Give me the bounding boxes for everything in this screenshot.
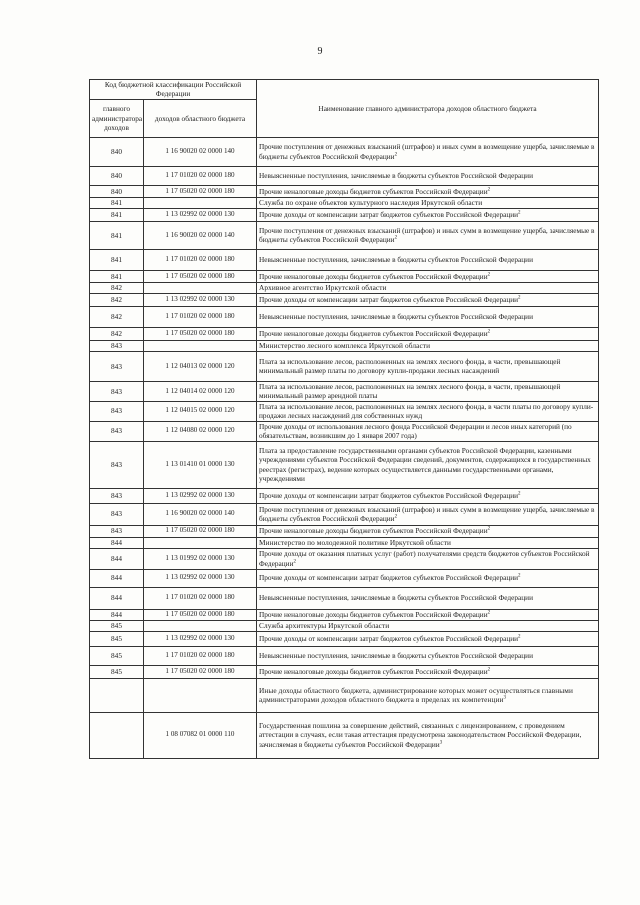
table-row	[90, 488, 599, 503]
revenue-code-cell	[144, 282, 257, 293]
table-row	[90, 327, 599, 340]
footnote-mark: 2	[518, 295, 521, 301]
table-row	[90, 306, 599, 327]
footnote-mark: 3	[503, 695, 507, 701]
revenue-name-text: Невыясненные поступления, зачисляемые в бюджеты субъектов Российской Федерации	[259, 593, 533, 603]
table-row	[90, 293, 599, 306]
table-row	[90, 587, 599, 609]
revenue-name-cell	[257, 282, 599, 293]
revenue-name-cell	[257, 306, 599, 327]
revenue-code-cell: 1 16 90020 02 0000 140	[144, 503, 257, 525]
table-row	[90, 208, 599, 221]
revenue-code-cell: 1 13 02992 02 0000 130	[144, 293, 257, 306]
table-row	[90, 185, 599, 197]
footnote-mark: 3	[439, 740, 443, 746]
section-row	[90, 678, 599, 712]
footnote-mark: 2	[487, 272, 491, 278]
revenue-name-text: Невыясненные поступления, зачисляемые в бюджеты субъектов Российской Федерации	[259, 171, 533, 181]
admin-code-cell: 845	[90, 620, 144, 631]
revenue-name-cell	[257, 488, 599, 503]
revenue-name-cell	[257, 646, 599, 665]
section-row	[90, 537, 599, 548]
table-row	[90, 421, 599, 441]
admin-code-cell: 844	[90, 569, 144, 587]
table-row	[90, 381, 599, 401]
revenue-code-cell: 1 12 04013 02 0000 120	[144, 351, 257, 381]
table-header	[90, 80, 599, 138]
admin-code-cell: 844	[90, 537, 144, 548]
admin-code-cell: 845	[90, 646, 144, 665]
footnote-mark: 2	[293, 559, 296, 565]
table-row	[90, 166, 599, 185]
footnote-mark: 2	[394, 514, 398, 520]
footnote-mark: 2	[518, 574, 521, 579]
revenue-code-cell: 1 13 01992 02 0000 130	[144, 548, 257, 569]
revenue-name-text: Прочие доходы от компенсации затрат бюджетов субъектов Российской Федерации	[259, 490, 519, 500]
revenue-name-cell	[257, 208, 599, 221]
budget-classification-table	[89, 79, 599, 759]
table-row	[90, 401, 599, 421]
section-row	[90, 620, 599, 631]
table-row	[90, 712, 599, 758]
revenue-name-text: Министерство лесного комплекса Иркутской области	[259, 341, 431, 351]
revenue-name-cell	[257, 327, 599, 340]
revenue-code-cell: 1 13 02992 02 0000 130	[144, 631, 257, 646]
admin-code-cell: 843	[90, 441, 144, 488]
revenue-code-cell: 1 12 04015 02 0000 120	[144, 401, 257, 421]
admin-code-cell: 845	[90, 665, 144, 678]
revenue-code-cell: 1 13 02992 02 0000 130	[144, 488, 257, 503]
admin-code-cell: 841	[90, 221, 144, 249]
admin-code-cell: 842	[90, 327, 144, 340]
revenue-name-text: Плата за использование лесов, расположенных на землях лесного фонда, в части платы по договору купли-продажи лесных насаждений для собственных нужд	[259, 401, 594, 421]
revenue-name-text: Прочие неналоговые доходы бюджетов субъектов Российской Федерации	[259, 329, 488, 339]
footnote-mark: 2	[394, 235, 398, 241]
admin-code-cell: 843	[90, 401, 144, 421]
revenue-name-cell	[257, 351, 599, 381]
admin-code-cell: 843	[90, 421, 144, 441]
admin-code-cell: 843	[90, 525, 144, 537]
revenue-name-text: Прочие доходы от компенсации затрат бюджетов субъектов Российской Федерации	[259, 573, 519, 583]
revenue-name-cell	[257, 631, 599, 646]
admin-code-cell: 844	[90, 548, 144, 569]
revenue-name-cell	[257, 197, 599, 208]
admin-code-cell: 842	[90, 306, 144, 327]
header-admin: главного администратора доходов	[90, 99, 144, 137]
admin-code-cell: 841	[90, 208, 144, 221]
admin-code-cell: 844	[90, 609, 144, 620]
revenue-name-text: Прочие неналоговые доходы бюджетов субъектов Российской Федерации	[259, 271, 488, 281]
revenue-name-text: Плата за предоставление государственными органами субъектов Российской Федерации, казенными учреждениями субъектов Российской Федерации сведений, документов, содержащихся в государственных реестрах (регистрах), ведение которых осуществляется данными государственными органами, учреждениями	[259, 445, 591, 484]
revenue-name-text: Невыясненные поступления, зачисляемые в бюджеты субъектов Российской Федерации	[259, 650, 533, 660]
revenue-code-cell: 1 17 01020 02 0000 180	[144, 166, 257, 185]
section-row	[90, 340, 599, 351]
revenue-name-text: Прочие поступления от денежных взысканий (штрафов) и иных сумм в возмещение ущерба, зачисляемые в бюджеты субъектов Российской Федерации	[259, 142, 595, 161]
table-row	[90, 351, 599, 381]
revenue-code-cell: 1 17 01020 02 0000 180	[144, 646, 257, 665]
revenue-name-cell	[257, 270, 599, 282]
revenue-name-text: Прочие доходы от использования лесного фонда Российской Федерации и лесов иных категорий (по обязательствам, возникшим до 1 января 2007 года)	[259, 421, 572, 441]
admin-code-cell: 841	[90, 249, 144, 270]
revenue-code-cell	[144, 340, 257, 351]
admin-code-cell: 841	[90, 197, 144, 208]
footnote-mark: 2	[487, 187, 491, 193]
admin-code-cell: 843	[90, 340, 144, 351]
revenue-name-cell	[257, 293, 599, 306]
footnote-mark: 2	[487, 610, 491, 616]
admin-code-cell: 845	[90, 631, 144, 646]
revenue-name-text: Архивное агентство Иркутской области	[259, 283, 387, 293]
revenue-code-cell: 1 08 07082 01 0000 110	[144, 712, 257, 758]
footnote-mark: 2	[394, 152, 398, 158]
footnote-mark: 2	[487, 667, 491, 673]
footnote-mark: 2	[518, 210, 521, 216]
table-row	[90, 221, 599, 249]
revenue-code-cell: 1 16 90020 02 0000 140	[144, 221, 257, 249]
admin-code-cell	[90, 712, 144, 758]
revenue-code-cell: 1 17 05020 02 0000 180	[144, 525, 257, 537]
footnote-mark: 2	[518, 634, 521, 640]
revenue-name-cell	[257, 609, 599, 620]
table-body	[90, 137, 599, 758]
header-revenue: доходов областного бюджета	[144, 99, 257, 137]
revenue-code-cell: 1 17 01020 02 0000 180	[144, 587, 257, 609]
revenue-code-cell	[144, 197, 257, 208]
revenue-name-cell	[257, 166, 599, 185]
revenue-code-cell: 1 17 05020 02 0000 180	[144, 270, 257, 282]
revenue-name-cell	[257, 340, 599, 351]
header-code-group: Код бюджетной классификации Российской Федерации	[90, 80, 257, 100]
table-row	[90, 249, 599, 270]
revenue-name-text: Служба по охране объектов культурного наследия Иркутской области	[259, 198, 483, 208]
revenue-code-cell	[144, 678, 257, 712]
revenue-name-text: Прочие поступления от денежных взысканий (штрафов) и иных сумм в возмещение ущерба, зачисляемые в бюджеты субъектов Российской Федерации	[259, 504, 595, 524]
table-row	[90, 525, 599, 537]
footnote-mark: 2	[518, 491, 521, 497]
admin-code-cell: 843	[90, 381, 144, 401]
admin-code-cell: 842	[90, 293, 144, 306]
footnote-mark: 2	[487, 329, 491, 335]
table-row	[90, 270, 599, 282]
revenue-name-cell	[257, 249, 599, 270]
table-row	[90, 503, 599, 525]
table-row	[90, 569, 599, 587]
revenue-name-text: Государственная пошлина за совершение действий, связанных с лицензированием, с проведением аттестации в случаях, если такая аттестация предусмотрена законодательством Российской Федерации, зачисляемая в бюджеты субъектов Российской Федерации	[259, 721, 582, 749]
revenue-name-cell	[257, 537, 599, 548]
revenue-code-cell: 1 13 01410 01 0000 130	[144, 441, 257, 488]
revenue-name-text: Невыясненные поступления, зачисляемые в бюджеты субъектов Российской Федерации	[259, 255, 533, 265]
revenue-code-cell: 1 13 02992 02 0000 130	[144, 569, 257, 587]
revenue-code-cell: 1 12 04014 02 0000 120	[144, 381, 257, 401]
admin-code-cell: 843	[90, 351, 144, 381]
table-row	[90, 548, 599, 569]
page-number: 9	[317, 46, 323, 57]
revenue-code-cell: 1 16 90020 02 0000 140	[144, 137, 257, 166]
revenue-code-cell: 1 12 04080 02 0000 120	[144, 421, 257, 441]
admin-code-cell: 844	[90, 587, 144, 609]
revenue-name-cell	[257, 421, 599, 441]
revenue-name-text: Прочие неналоговые доходы бюджетов субъектов Российской Федерации	[259, 186, 488, 196]
footnote-mark: 2	[487, 527, 491, 532]
revenue-name-cell	[257, 678, 599, 712]
revenue-name-cell	[257, 503, 599, 525]
revenue-name-text: Прочие неналоговые доходы бюджетов субъектов Российской Федерации	[259, 609, 488, 619]
table-row	[90, 137, 599, 166]
revenue-name-cell	[257, 569, 599, 587]
revenue-name-text: Прочие доходы от компенсации затрат бюджетов субъектов Российской Федерации	[259, 633, 519, 643]
revenue-code-cell: 1 17 05020 02 0000 180	[144, 185, 257, 197]
revenue-name-text: Прочие доходы от оказания платных услуг (работ) получателями средств бюджетов субъектов Российской Федерации	[259, 549, 590, 568]
revenue-name-text: Прочие доходы от компенсации затрат бюджетов субъектов Российской Федерации	[259, 295, 519, 305]
revenue-code-cell: 1 17 05020 02 0000 180	[144, 327, 257, 340]
section-row	[90, 282, 599, 293]
admin-code-cell: 843	[90, 503, 144, 525]
admin-code-cell: 840	[90, 137, 144, 166]
revenue-name-text: Иные доходы областного бюджета, администрирование которых может осуществляться главными администраторами доходов областного бюджета в пределах их компетенции	[259, 685, 573, 705]
revenue-code-cell: 1 17 01020 02 0000 180	[144, 306, 257, 327]
revenue-name-text: Служба архитектуры Иркутской области	[259, 620, 390, 630]
revenue-name-text: Плата за использование лесов, расположенных на землях лесного фонда, в части, превышающей минимальный размер арендной платы	[259, 381, 561, 401]
revenue-name-text: Невыясненные поступления, зачисляемые в бюджеты субъектов Российской Федерации	[259, 312, 533, 322]
revenue-code-cell: 1 17 05020 02 0000 180	[144, 609, 257, 620]
admin-code-cell: 843	[90, 488, 144, 503]
revenue-name-cell	[257, 525, 599, 537]
admin-code-cell: 840	[90, 166, 144, 185]
revenue-name-cell	[257, 665, 599, 678]
revenue-name-text: Плата за использование лесов, расположенных на землях лесного фонда, в части, превышающей минимальный размер платы по договору купли-продажи лесных насаждений	[259, 356, 561, 376]
admin-code-cell: 841	[90, 270, 144, 282]
revenue-name-cell	[257, 185, 599, 197]
revenue-name-cell	[257, 221, 599, 249]
header-name: Наименование главного администратора доходов областного бюджета	[257, 80, 599, 138]
revenue-name-cell	[257, 712, 599, 758]
revenue-name-cell	[257, 381, 599, 401]
table-row	[90, 665, 599, 678]
revenue-name-text: Прочие доходы от компенсации затрат бюджетов субъектов Российской Федерации	[259, 210, 519, 220]
revenue-code-cell: 1 13 02992 02 0000 130	[144, 208, 257, 221]
revenue-name-cell	[257, 401, 599, 421]
admin-code-cell: 840	[90, 185, 144, 197]
revenue-name-text: Министерство по молодежной политике Иркутской области	[259, 537, 452, 547]
admin-code-cell	[90, 678, 144, 712]
revenue-name-cell	[257, 441, 599, 488]
revenue-name-text: Прочие неналоговые доходы бюджетов субъектов Российской Федерации	[259, 526, 488, 536]
revenue-code-cell	[144, 620, 257, 631]
revenue-name-cell	[257, 548, 599, 569]
revenue-code-cell	[144, 537, 257, 548]
revenue-name-cell	[257, 137, 599, 166]
table-row	[90, 646, 599, 665]
admin-code-cell: 842	[90, 282, 144, 293]
table-row	[90, 609, 599, 620]
revenue-code-cell: 1 17 05020 02 0000 180	[144, 665, 257, 678]
section-row	[90, 197, 599, 208]
table-row	[90, 441, 599, 488]
revenue-name-cell	[257, 587, 599, 609]
revenue-name-cell	[257, 620, 599, 631]
revenue-name-text: Прочие поступления от денежных взысканий (штрафов) и иных сумм в возмещение ущерба, зачисляемые в бюджеты субъектов Российской Федерации	[259, 225, 595, 245]
revenue-name-text: Прочие неналоговые доходы бюджетов субъектов Российской Федерации	[259, 666, 488, 676]
revenue-code-cell: 1 17 01020 02 0000 180	[144, 249, 257, 270]
table-row	[90, 631, 599, 646]
